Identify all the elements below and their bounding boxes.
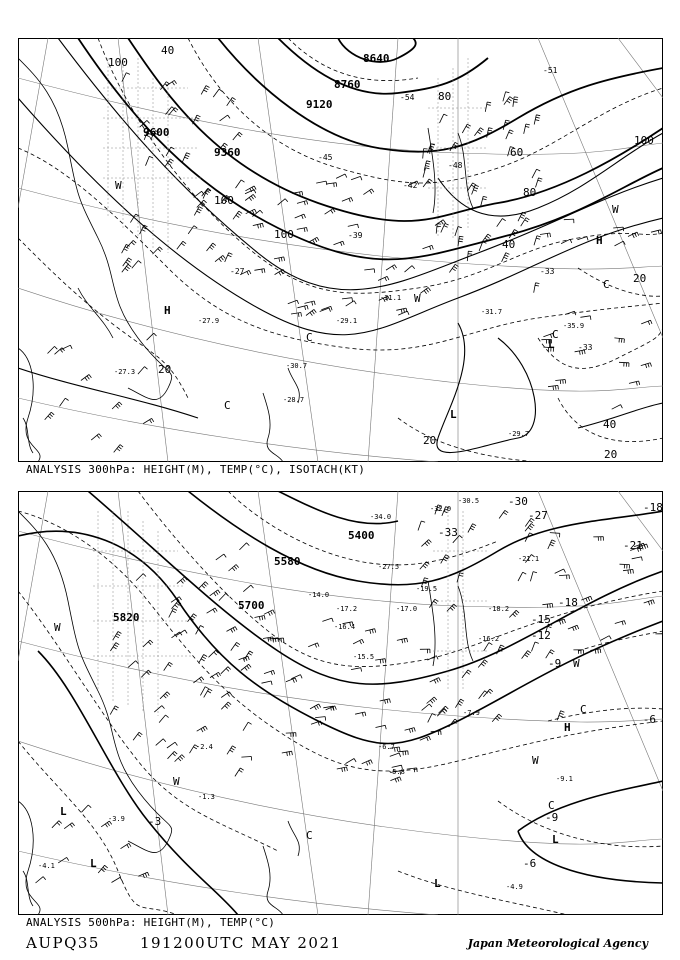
low-center-marker: L (552, 833, 559, 846)
height-label: 5400 (348, 529, 375, 542)
station-temp: -17.2 (336, 605, 358, 613)
station-temp: -14.0 (308, 591, 330, 599)
station-temp: -16.4 (334, 623, 356, 631)
temperature-label: -9 (548, 657, 562, 670)
isotach-label: 100 (634, 134, 654, 147)
temperature-label: -9 (545, 811, 559, 824)
height-label: 8760 (334, 78, 361, 91)
temperature-label: -33 (438, 526, 458, 539)
temperature-label: -12 (531, 629, 551, 642)
caption-300hpa: ANALYSIS 300hPa: HEIGHT(M), TEMP(°C), ISOTACH(KT) (26, 463, 366, 476)
chart-code: AUPQ35 (26, 934, 100, 952)
station-temp: -19.5 (416, 585, 438, 593)
station-temp: -1.3 (198, 793, 215, 801)
cold-marker: C (548, 799, 555, 812)
warm-marker: W (173, 775, 180, 788)
low-center-marker: L (434, 877, 441, 890)
height-label: 5700 (238, 599, 265, 612)
isotach-label: 60 (510, 146, 524, 159)
map-300hpa (18, 38, 663, 462)
isotach-label: 40 (603, 418, 617, 431)
station-temp: -27.5 (378, 563, 400, 571)
isotach-label: 100 (108, 56, 128, 69)
height-label: 9360 (214, 146, 241, 159)
temperature-label: -54 (400, 93, 415, 102)
warm-marker: W (414, 292, 421, 305)
high-center-marker: H (596, 234, 603, 247)
warm-marker: W (612, 203, 619, 216)
low-center-marker: L (548, 338, 555, 351)
temperature-label: -21 (623, 539, 643, 552)
low-center-marker: L (450, 408, 457, 421)
high-center-marker: H (564, 721, 571, 734)
low-center-marker: L (60, 805, 67, 818)
station-temp: -16.2 (478, 635, 500, 643)
cold-marker: C (306, 829, 313, 842)
temperature-label: -45 (318, 153, 333, 162)
station-temp: -4.1 (38, 862, 55, 870)
cold-marker: C (306, 331, 313, 344)
cold-marker: C (580, 703, 587, 716)
station-temp: -21.1 (518, 555, 540, 563)
cold-marker: C (603, 278, 610, 291)
chart-id-and-valid-time (26, 934, 342, 952)
station-temp: -28.7 (283, 396, 305, 404)
warm-marker: W (532, 754, 539, 767)
height-label: 5820 (113, 611, 140, 624)
temperature-label: -33 (540, 267, 555, 276)
temperature-label: -33 (578, 343, 593, 352)
temperature-label: -27 (230, 267, 245, 276)
isotach-label: 100 (214, 194, 234, 207)
station-temp: -17.0 (396, 605, 418, 613)
temperature-label: -18 (558, 596, 578, 609)
station-temp: -27.9 (198, 317, 220, 325)
temperature-label: -51 (543, 66, 558, 75)
station-temp: -31.7 (481, 308, 503, 316)
chart-300hpa (18, 38, 663, 462)
temperature-label: -3 (148, 815, 162, 828)
temperature-label: -42 (403, 181, 418, 190)
height-label: 8640 (363, 52, 390, 65)
height-label: 9600 (143, 126, 170, 139)
isotach-label: 40 (502, 238, 516, 251)
isotach-label: 20 (633, 272, 647, 285)
temperature-label: -15 (531, 613, 551, 626)
temperature-label: -27 (528, 509, 548, 522)
station-temp: -3.9 (108, 815, 125, 823)
station-temp: -6.7 (378, 743, 395, 751)
high-center-marker: H (164, 304, 171, 317)
temperature-label: -18 (643, 501, 663, 514)
isotach-label: 40 (161, 44, 175, 57)
station-temp: -31.1 (380, 294, 402, 302)
isotach-label: 20 (423, 434, 437, 447)
warm-marker: W (54, 621, 61, 634)
temperature-label: -39 (348, 231, 363, 240)
temperature-label: -6 (523, 857, 537, 870)
station-temp: -34.0 (370, 513, 392, 521)
station-temp: -35.9 (563, 322, 585, 330)
cold-marker: C (224, 399, 231, 412)
caption-500hpa: ANALYSIS 500hPa: HEIGHT(M), TEMP(°C) (26, 916, 276, 929)
station-temp: -30.5 (458, 497, 480, 505)
isotach-label: 20 (604, 448, 618, 461)
station-temp: -29.7 (508, 430, 530, 438)
isotach-label: 20 (158, 363, 172, 376)
isotach-label: 100 (274, 228, 294, 241)
low-center-marker: L (90, 857, 97, 870)
station-temp: -9.1 (556, 775, 573, 783)
height-label: 9120 (306, 98, 333, 111)
agency-credit: Japan Meteorological Agency (467, 937, 648, 950)
station-temp: -4.9 (506, 883, 523, 891)
station-temp: -27.3 (114, 368, 136, 376)
temperature-label: -6 (642, 713, 656, 726)
warm-marker: W (573, 657, 580, 670)
cold-marker: C (552, 328, 559, 341)
chart-500hpa (18, 491, 663, 915)
station-temp: -18.2 (488, 605, 510, 613)
temperature-label: -30 (508, 495, 528, 508)
station-temp: -29.1 (336, 317, 358, 325)
station-temp: -5.8 (388, 768, 405, 776)
warm-marker: W (115, 179, 122, 192)
temperature-label: -48 (448, 161, 463, 170)
isotach-label: 80 (523, 186, 537, 199)
height-label: 5580 (274, 555, 301, 568)
station-temp: -2.4 (196, 743, 213, 751)
map-500hpa (18, 491, 663, 915)
station-temp: -32.0 (430, 505, 452, 513)
station-temp: -7.9 (463, 709, 480, 717)
isotach-label: 80 (438, 90, 452, 103)
station-temp: -15.5 (353, 653, 375, 661)
station-temp: -30.7 (286, 362, 308, 370)
valid-time: 191200UTC MAY 2021 (139, 934, 342, 952)
